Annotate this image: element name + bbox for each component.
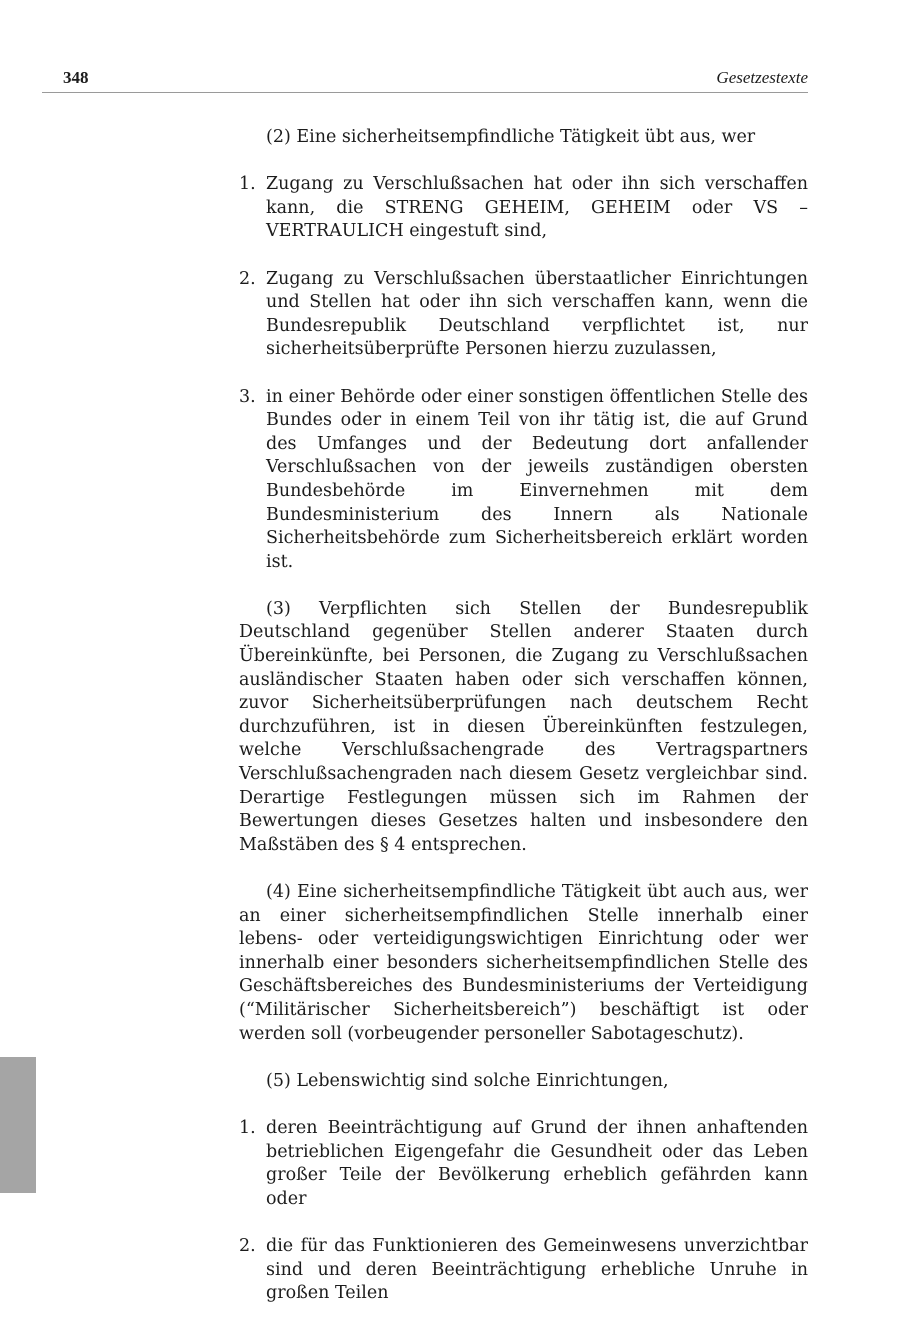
thumb-index-tab <box>0 1057 36 1193</box>
list-text: Zugang zu Verschlußsachen hat oder ihn sich verschaffen kann, die STRENG GEHEIM, GEHEIM oder VS – VERTRAULICH eingestuft sind, <box>266 174 808 242</box>
list-text: in einer Behörde oder einer sonstigen öffentlichen Stelle des Bundes oder in einem Teil von ihr tätig ist, die auf Grund des Umfanges und der Bedeutung dort anfallender Verschlußsachen von der jeweils zuständigen obersten Bundesbehörde im Einvernehmen mit dem Bundesministerium des Innern als Nationale Sicherheitsbehörde zum Sicherheitsbereich erklärt worden ist. <box>266 386 808 572</box>
list-number: 1. <box>239 1117 256 1138</box>
list-item <box>239 173 808 244</box>
list-item <box>239 386 808 575</box>
list-text: Zugang zu Verschlußsachen überstaatlicher Einrichtungen und Stellen hat oder ihn sich verschaffen kann, wenn die Bundesrepublik Deutschland verpflichtet ist, nur sicherheitsüberprüfte Personen hierzu zuzulassen, <box>266 268 808 360</box>
list-text: deren Beeinträchtigung auf Grund der ihnen anhaftenden betrieblichen Eigengefahr die Gesundheit oder das Leben großer Teile der Bevölkerung erheblich gefährden kann oder <box>266 1117 808 1209</box>
paragraph-2-intro: (2) Eine sicherheitsempfindliche Tätigkeit übt aus, wer <box>266 127 756 147</box>
body-text <box>239 126 808 1329</box>
list-item <box>239 268 808 362</box>
list-item <box>239 1235 808 1306</box>
running-title: Gesetzestexte <box>716 68 808 87</box>
list-number: 1. <box>239 174 256 195</box>
list-number: 2. <box>239 1235 256 1256</box>
header-rule <box>42 92 808 93</box>
list-text: die für das Funktionieren des Gemeinwesens unverzichtbar sind und deren Beeinträchtigung erhebliche Unruhe in großen Teilen <box>266 1235 808 1304</box>
list-number: 3. <box>239 386 256 407</box>
paragraph-4: (4) Eine sicherheitsempfindliche Tätigkeit übt auch aus, wer an einer sicherheitsempfindlichen Stelle innerhalb einer lebens- oder verteidigungswichtigen Einrichtung oder wer innerhalb einer besonders sicherheitsempfindlichen Stelle des Geschäftsbereiches des Bundesministeriums der Verteidigung (“Militärischer Sicherheitsbereich”) beschäftigt ist oder werden soll (vorbeugender personeller Sabotageschutz). <box>239 882 808 1044</box>
paragraph-5-intro: (5) Lebenswichtig sind solche Einrichtungen, <box>266 1070 669 1091</box>
page-number: 348 <box>63 68 89 87</box>
list-number: 2. <box>239 268 256 289</box>
list-item <box>239 1117 808 1211</box>
paragraph-3: (3) Verpflichten sich Stellen der Bundesrepublik Deutschland gegenüber Stellen anderer Staaten durch Übereinkünfte, bei Personen, die Zugang zu Verschlußsachen ausländischer Staaten haben oder sich verschaffen können, zuvor Sicherheitsüberprüfungen nach deutschem Recht durchzuführen, ist in diesen Übereinkünften festzulegen, welche Verschlußsachengrade des Vertragspartners Verschlußsachengraden nach diesem Gesetz vergleichbar sind. Derartige Festlegungen müssen sich im Rahmen der Bewertungen dieses Gesetzes halten und insbesondere den Maßstäben des § 4 entsprechen. <box>239 598 808 855</box>
